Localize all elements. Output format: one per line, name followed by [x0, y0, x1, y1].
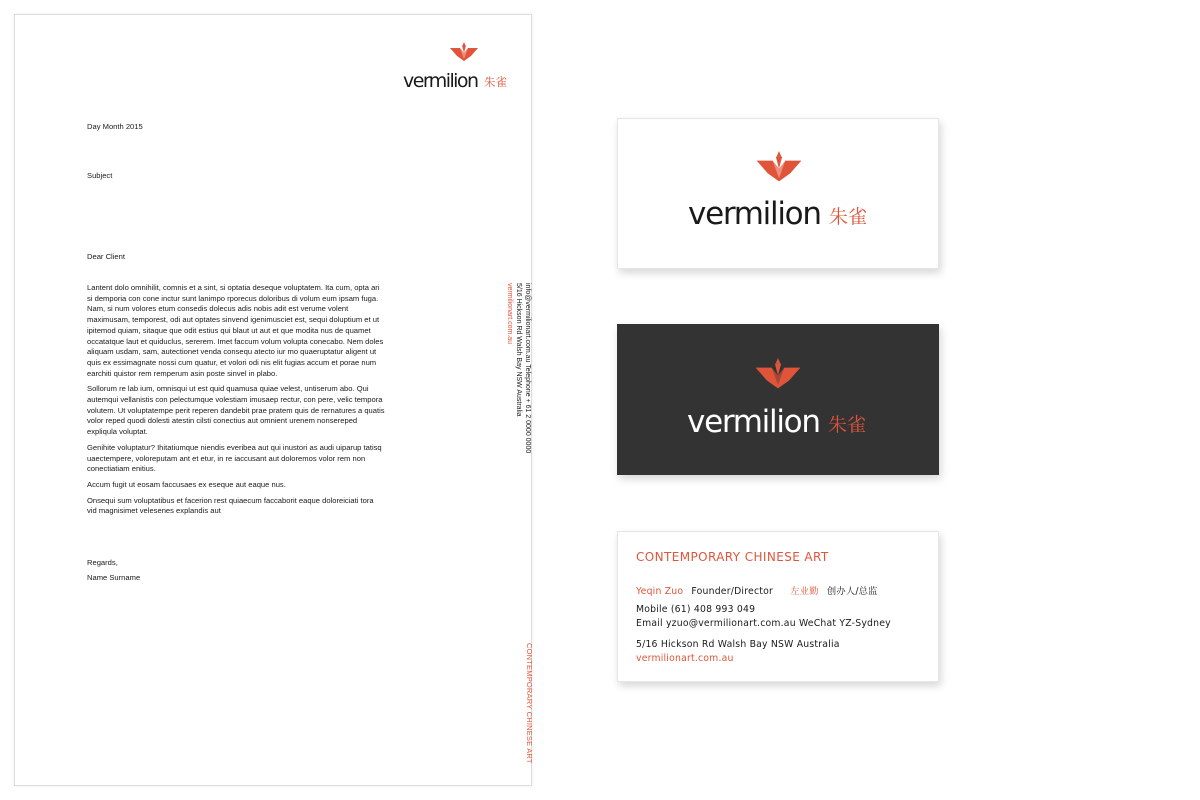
letter-contact-details	[505, 283, 532, 453]
letter-signature: Name Surname	[87, 573, 141, 582]
card-website: vermilionart.com.au	[636, 653, 734, 664]
letter-paragraph: Sollorum re lab ium, omnisqui ut est quid quamusa quiae velest, untiserum abo. Qui autemqui vellanistis con pelectumque volestiam imusaep rectur, con pere, velic tempora volutem. Ut voluptatempe perit reperen dandebit prae pratem quis de rernatures a quatis volor reped quodi dolesti atestin cilsti conectius aut omnient urenem nonsereped expliqula voluptat.	[87, 384, 385, 437]
card-email-wechat: Email yzuo@vermilionart.com.au WeChat YZ-Sydney	[636, 618, 891, 629]
contact-line: 5/16 Hickson Rd Walsh Bay NSW Australia	[515, 283, 522, 417]
bird-emblem-icon	[449, 41, 479, 63]
card-person-title-cn: 创办人/总监	[826, 586, 878, 597]
contact-line: info@vermilionart.com.au Telephone + 61 2 0000 0000	[524, 283, 531, 454]
wordmark	[401, 63, 521, 99]
card-person-name: Yeqin Zuo	[636, 586, 684, 597]
letter-subject: Subject	[87, 171, 113, 180]
letter-paragraph: Lantent dolo omnihilit, comnis et a sint, si optatia deseque voluptatem. Ita cum, opta ari si demporia con cone inctur sunt lanimpo rporecus doloribus di volum eum ipsam fuga. Nam, si num volores etum consedis dolecus adis nobis adit est verume volent maximusam, temporest, odi aut optates sinvend igenimusciet est, sequi doluptium et ut ipitemod quiam, sitaque que odit estius qui blaut ut aut et que modita nus de quamet occatatque laut et quiduclus, sererem. Imet faccum volum volupta conecabo. Nem doles aliquam usdam, sam, autectionet venda consequ atecto iur mo quaeruptatur aligent ut quis ex essimagnate nossi cum quatur, et volori odi nis elit fugias accum et porae num earchiti quistor rem remperum asin poste sinvel in plabo.	[87, 283, 384, 378]
letter-paragraph: Genihite voluptatur? Ihitatiumque niendis everibea aut qui inustori as audi uiparup tatisq uaectempere, voloreputam ant et etur, in re iaccusant aut doloremos volor rem non conectiatiam enitius.	[87, 442, 382, 474]
card-tagline: CONTEMPORARY CHINESE ART	[636, 550, 829, 564]
letter-tagline: CONTEMPORARY CHINESE ART	[525, 643, 534, 764]
card-name-row	[636, 583, 883, 597]
letter-salutation: Dear Client	[87, 252, 125, 261]
bird-emblem-icon	[754, 356, 802, 392]
business-card-back	[617, 531, 939, 682]
contact-website: vermilionart.com.au	[506, 283, 513, 345]
wordmark-chinese: 朱雀	[828, 414, 867, 436]
wordmark	[685, 399, 885, 449]
wordmark-chinese: 朱雀	[829, 206, 868, 228]
business-card-front-dark	[617, 324, 939, 475]
letter-date: Day Month 2015	[87, 122, 143, 131]
letterhead-logo	[401, 41, 531, 101]
letter-paragraph: Accum fugit ut eosam faccusaes ex eseque aut eaque nus.	[87, 479, 286, 489]
letter-closing: Regards,	[87, 558, 118, 567]
card-person-name-cn: 左业勤	[790, 586, 819, 597]
letter-body	[87, 283, 385, 522]
business-card-front-white	[617, 118, 939, 269]
card-person-title: Founder/Director	[691, 586, 774, 597]
card-address: 5/16 Hickson Rd Walsh Bay NSW Australia	[636, 639, 840, 650]
wordmark-text: vermilion	[688, 196, 822, 232]
card-mobile: Mobile (61) 408 993 049	[636, 604, 756, 615]
wordmark-text: vermilion	[687, 404, 821, 440]
wordmark	[686, 191, 886, 241]
wordmark-text: vermilion	[403, 70, 479, 92]
letterhead-sheet	[14, 14, 532, 786]
letter-paragraph: Onsequi sum voluptatibus et facerion rest quiaecum faccaborit eaque doloreiciati tora vid magnisimet velesenes explandis aut	[87, 495, 374, 516]
wordmark-chinese: 朱雀	[484, 75, 507, 89]
bird-emblem-icon	[755, 149, 803, 185]
